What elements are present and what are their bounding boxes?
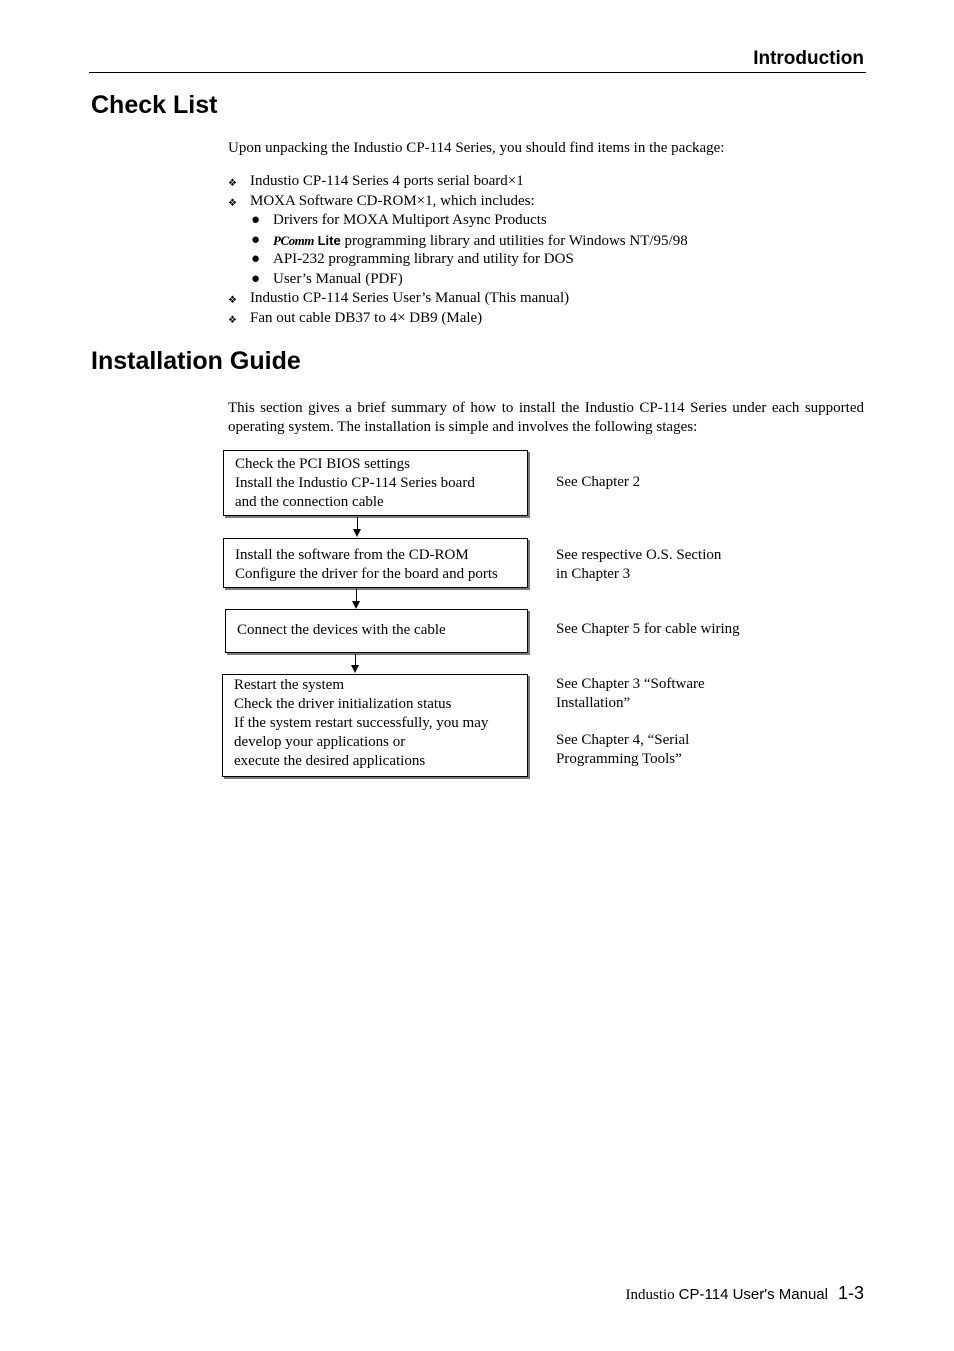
diamond-bullet-icon: ❖ bbox=[228, 295, 237, 306]
flow-step-note: See Chapter 5 for cable wiring bbox=[556, 621, 740, 637]
section-header: Introduction bbox=[753, 48, 864, 69]
dot-bullet-icon: ● bbox=[251, 212, 261, 228]
check-list-heading: Check List bbox=[91, 91, 218, 119]
page-number: 1-3 bbox=[837, 1283, 864, 1303]
flow-step-box: Restart the system Check the driver initialization status If the system restart successfully, you may develop your applications or execute the desired applications bbox=[222, 674, 528, 777]
list-item: ❖ MOXA Software CD-ROM×1, which includes: bbox=[228, 192, 868, 212]
sub-list-item: ● Drivers for MOXA Multiport Async Products bbox=[251, 212, 547, 228]
dot-bullet-icon: ● bbox=[251, 231, 261, 248]
diamond-bullet-icon: ❖ bbox=[228, 178, 237, 189]
arrow-down-icon bbox=[352, 601, 360, 609]
dot-bullet-icon: ● bbox=[251, 270, 261, 287]
installation-paragraph: This section gives a brief summary of how to install the Industio CP-114 Series under each supported operating system. The installation is simple and involves the following stages: bbox=[228, 400, 864, 435]
diamond-bullet-icon: ❖ bbox=[228, 314, 237, 326]
flow-step-note: See Chapter 2 bbox=[556, 474, 641, 490]
footer-brand: Industio bbox=[625, 1287, 675, 1303]
installation-guide-heading: Installation Guide bbox=[91, 347, 301, 375]
pcomm-lite-label: Lite bbox=[317, 232, 341, 248]
check-list-intro: Upon unpacking the Industio CP-114 Series, you should find items in the package: bbox=[228, 140, 725, 156]
flow-step-note: See Chapter 3 “Software Installation” See Chapter 4, “Serial Programming Tools” bbox=[556, 676, 705, 767]
pcomm-logo: PComm bbox=[273, 232, 314, 248]
flow-step-box: Check the PCI BIOS settings Install the Industio CP-114 Series board and the connection cable bbox=[223, 450, 528, 516]
sub-list-item: ● User’s Manual (PDF) bbox=[251, 270, 403, 287]
arrow-down-icon bbox=[353, 529, 361, 537]
arrow-down-icon bbox=[351, 665, 359, 673]
sub-list-item: ● API-232 programming library and utility for DOS bbox=[251, 251, 574, 267]
flow-step-note: See respective O.S. Section in Chapter 3 bbox=[556, 547, 722, 582]
footer-manual-title: CP-114 User's Manual bbox=[678, 1286, 828, 1303]
page-footer bbox=[626, 1283, 865, 1304]
package-checklist bbox=[228, 172, 868, 328]
list-item: ❖ Fan out cable DB37 to 4× DB9 (Male) bbox=[228, 309, 868, 329]
header-rule bbox=[89, 72, 866, 73]
diamond-bullet-icon: ❖ bbox=[228, 197, 237, 209]
flow-step-box: Connect the devices with the cable bbox=[225, 609, 528, 653]
list-item: ❖ Industio CP-114 Series User’s Manual (This manual) bbox=[228, 289, 868, 309]
list-item: ❖ Industio CP-114 Series 4 ports serial board×1 bbox=[228, 172, 868, 192]
sub-list-item: ● PComm Lite programming library and utilities for Windows NT/95/98 bbox=[251, 231, 688, 249]
flow-step-box: Install the software from the CD-ROM Configure the driver for the board and ports bbox=[223, 538, 528, 588]
dot-bullet-icon: ● bbox=[251, 251, 261, 267]
